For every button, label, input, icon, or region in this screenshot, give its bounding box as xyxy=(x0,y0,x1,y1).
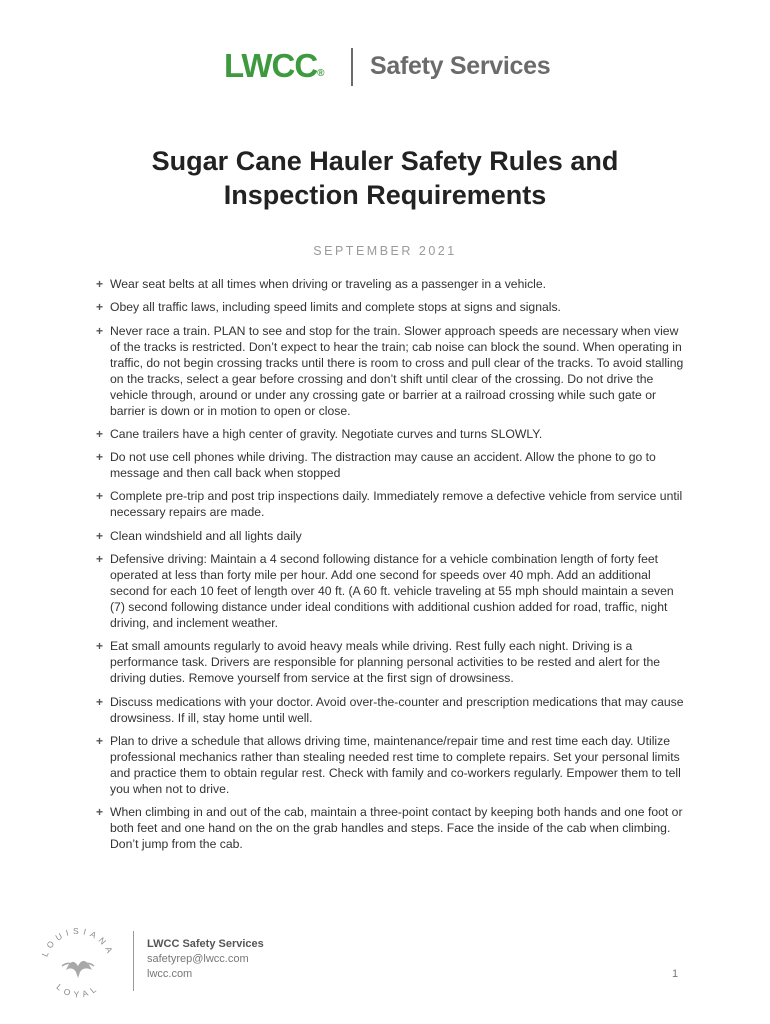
seal-top-text: LOUISIANA xyxy=(39,926,117,959)
rule-text: Never race a train. PLAN to see and stop for the train. Slower approach speeds are necessary when view of the tracks is restricted. Don’t expect to hear the train; cab noise can block the sound. When operating in traffic, do not begin crossing tracks until there is room to cross and pull clear of the tracks. To avoid stalling on the tracks, select a gear before crossing and don’t shift until clear of the crossing. Do not drive the vehicle through, around or under any crossing gate or barrier at a railroad crossing while such gate or barrier is down or in motion to open or close. xyxy=(110,323,684,418)
safety-rules-list xyxy=(96,276,686,860)
plus-bullet-icon: + xyxy=(96,733,104,748)
plus-bullet-icon: + xyxy=(96,450,104,465)
rule-text: Obey all traffic laws, including speed limits and complete stops at signs and signals. xyxy=(110,300,561,315)
list-item xyxy=(96,488,686,520)
plus-bullet-icon: + xyxy=(96,489,104,504)
list-item xyxy=(96,733,686,797)
document-date: SEPTEMBER 2021 xyxy=(313,244,457,258)
rule-text: Discuss medications with your doctor. Avoid over-the-counter and prescription medications that may cause drowsiness. If ill, stay home until well. xyxy=(110,694,684,725)
list-item xyxy=(96,638,686,686)
list-item xyxy=(96,804,686,852)
footer-divider xyxy=(133,931,134,991)
list-item xyxy=(96,323,686,419)
header-divider xyxy=(351,48,353,86)
rule-text: Plan to drive a schedule that allows driving time, maintenance/repair time and rest time each day. Utilize professional mechanics rather than stealing needed rest time to complete repairs. Set your personal limits and practice them to obtain regular rest. Check with family and co-workers regularly. Empower them to tell you when not to drive. xyxy=(110,733,681,796)
plus-bullet-icon: + xyxy=(96,323,104,338)
plus-bullet-icon: + xyxy=(96,805,104,820)
page-header xyxy=(0,44,770,88)
seal-bottom-text: LOYAL xyxy=(54,981,102,998)
rule-text: Do not use cell phones while driving. The distraction may cause an accident. Allow the phone to go to message and then call back when stopped xyxy=(110,450,656,481)
rule-text: Wear seat belts at all times when driving or traveling as a passenger in a vehicle. xyxy=(110,277,547,291)
title-line-1: Sugar Cane Hauler Safety Rules and xyxy=(151,146,619,176)
footer-org-name: LWCC Safety Services xyxy=(147,938,264,950)
svg-text:LOYAL xyxy=(54,982,101,998)
list-item xyxy=(96,299,686,315)
rule-text: Clean windshield and all lights daily xyxy=(110,528,302,543)
list-item xyxy=(96,551,686,631)
plus-bullet-icon: + xyxy=(96,552,104,567)
logo-registered-mark: ® xyxy=(317,68,325,79)
page-footer xyxy=(0,926,770,996)
plus-bullet-icon: + xyxy=(96,694,104,709)
svg-text:LOUISIANA xyxy=(40,926,117,958)
footer-website[interactable]: lwcc.com xyxy=(147,968,193,980)
plus-bullet-icon: + xyxy=(96,528,104,543)
rule-text: Eat small amounts regularly to avoid heavy meals while driving. Rest fully each night. Driving is a performance task. Drivers are responsible for planning personal activities to be rested and alert for the driving duties. Remove yourself from service at the first sign of drowsiness. xyxy=(110,639,661,686)
list-item xyxy=(96,528,686,544)
footer-email[interactable]: safetyrep@lwcc.com xyxy=(147,953,249,965)
header-title: Safety Services xyxy=(370,52,551,80)
rule-text: Complete pre-trip and post trip inspections daily. Immediately remove a defective vehicle from service until necessary repairs are made. xyxy=(110,489,683,520)
louisiana-loyal-seal-icon xyxy=(36,926,120,998)
document-title xyxy=(85,144,685,212)
list-item xyxy=(96,694,686,726)
logo-text: LWCC xyxy=(224,47,318,84)
plus-bullet-icon: + xyxy=(96,639,104,654)
list-item xyxy=(96,449,686,481)
list-item xyxy=(96,426,686,442)
rule-text: When climbing in and out of the cab, maintain a three-point contact by keeping both hands and one foot or both feet and one hand on the on the grab handles and steps. Face the inside of the cab when climbing. Don’t jump from the cab. xyxy=(110,805,683,852)
plus-bullet-icon: + xyxy=(96,426,104,441)
plus-bullet-icon: + xyxy=(96,300,104,315)
rule-text: Cane trailers have a high center of gravity. Negotiate curves and turns SLOWLY. xyxy=(110,426,543,441)
list-item xyxy=(96,276,686,292)
page-number: 1 xyxy=(672,968,679,980)
lwcc-logo xyxy=(224,44,325,88)
rule-text: Defensive driving: Maintain a 4 second following distance for a vehicle combination length of forty feet operated at less than forty mile per hour. Add one second for speeds over 40 mph. Add an additional second for each 10 feet of length over 40 ft. (A 60 ft. vehicle traveling at 55 mph should maintain a seven (7) second following distance under ideal conditions with additional cushion added for road, traffic, night driving, and inclement weather. xyxy=(110,552,674,631)
plus-bullet-icon: + xyxy=(96,277,104,291)
title-line-2: Inspection Requirements xyxy=(223,180,547,210)
